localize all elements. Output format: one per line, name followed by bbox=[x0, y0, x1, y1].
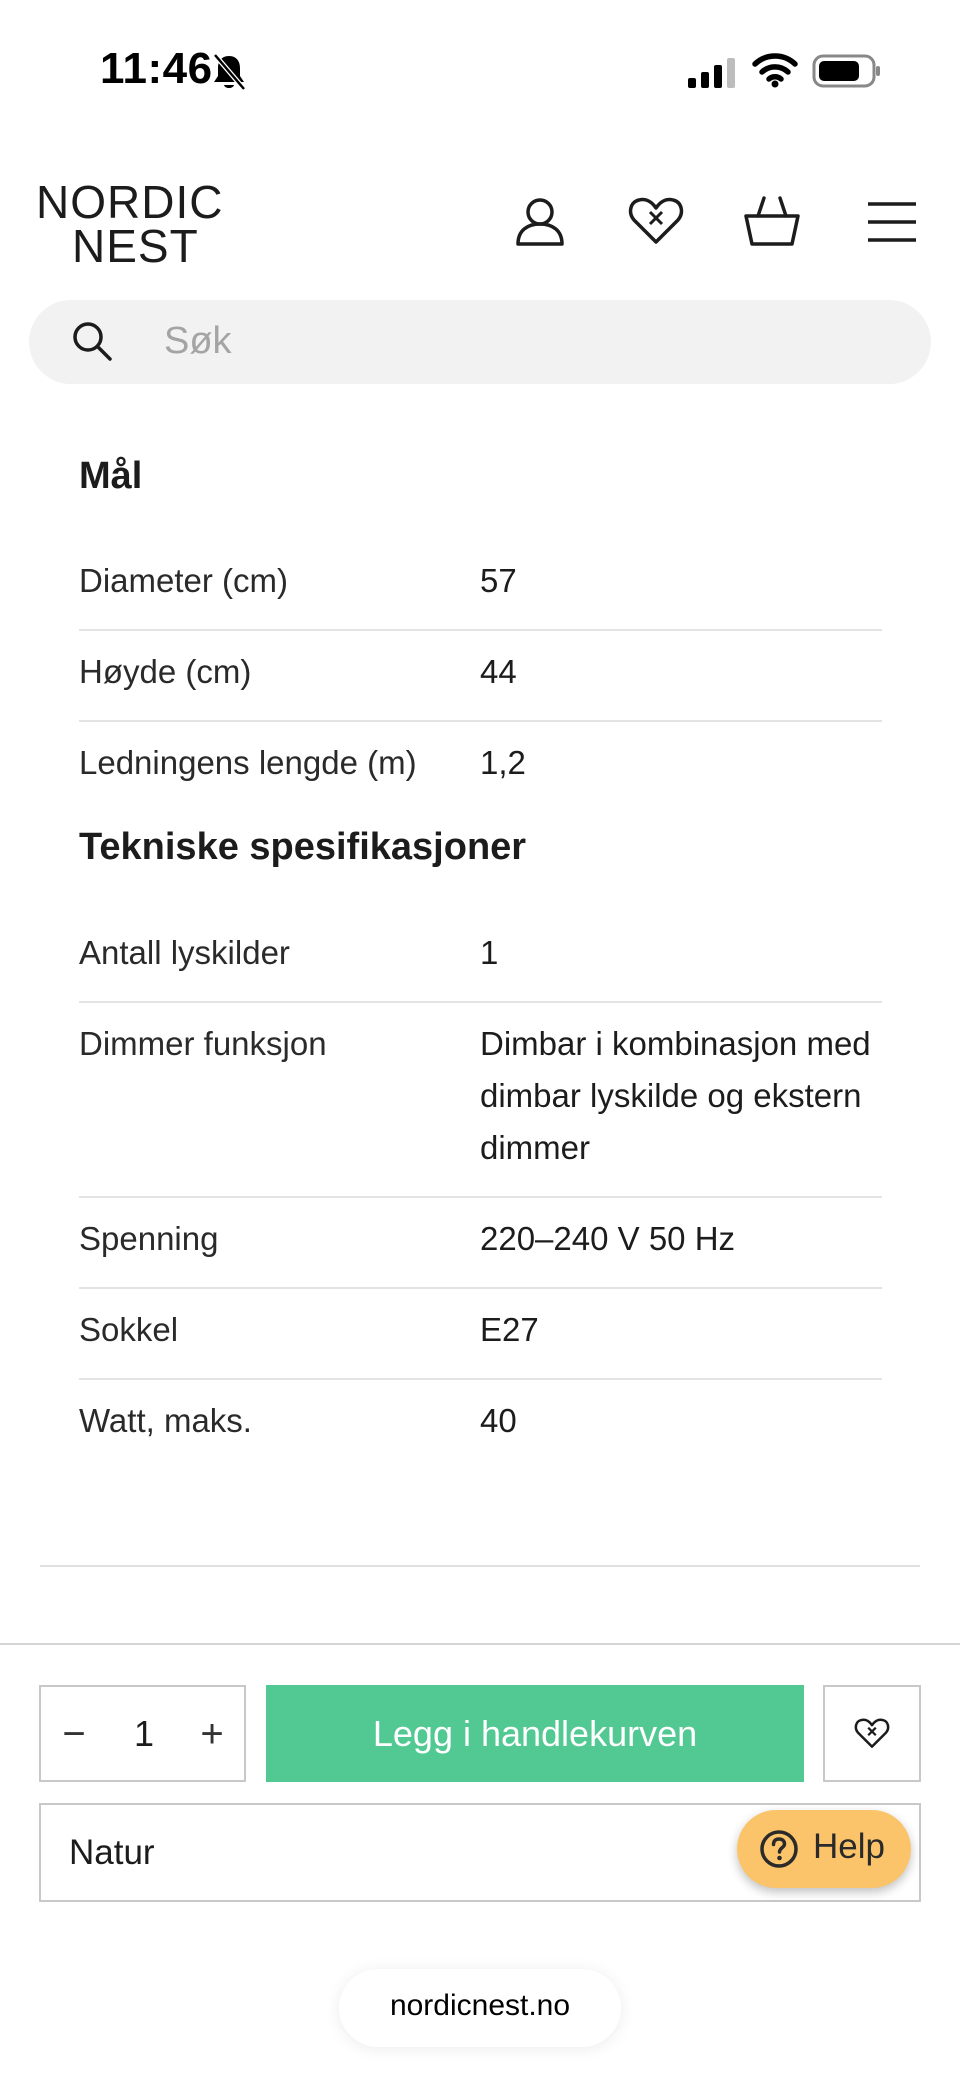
wishlist-heart-icon[interactable] bbox=[626, 192, 686, 252]
spec-key: Sokkel bbox=[79, 1311, 179, 1348]
spec-row bbox=[79, 722, 882, 811]
section-title-dimensions: Mål bbox=[79, 455, 143, 497]
battery-icon bbox=[812, 54, 882, 88]
spec-value: 1 bbox=[480, 934, 499, 971]
quantity-value[interactable]: 1 bbox=[133, 1713, 155, 1754]
menu-icon[interactable] bbox=[862, 192, 922, 252]
site-header bbox=[0, 170, 960, 280]
cellular-signal-icon bbox=[688, 58, 736, 88]
spec-row bbox=[79, 1289, 882, 1380]
spec-value: Dimbar i kombinasjon med dimbar lyskilde og ekstern dimmer bbox=[480, 1025, 871, 1166]
logo-line2: NEST bbox=[72, 220, 199, 272]
account-icon[interactable] bbox=[510, 192, 570, 252]
content-divider bbox=[40, 1565, 920, 1567]
wifi-icon bbox=[752, 52, 798, 88]
spec-value: 57 bbox=[480, 562, 517, 599]
section-title-technical-specs: Tekniske spesifikasjoner bbox=[79, 826, 527, 868]
spec-key: Høyde (cm) bbox=[79, 653, 252, 690]
variant-selected-value: Natur bbox=[69, 1833, 155, 1872]
add-to-cart-button[interactable]: Legg i handlekurven bbox=[266, 1685, 804, 1782]
spec-key: Dimmer funksjon bbox=[79, 1025, 327, 1062]
spec-row bbox=[79, 631, 882, 722]
spec-row bbox=[79, 540, 882, 631]
add-to-wishlist-button[interactable] bbox=[823, 1685, 921, 1782]
spec-value: 220–240 V 50 Hz bbox=[480, 1220, 736, 1257]
spec-key: Watt, maks. bbox=[79, 1402, 252, 1439]
spec-table-technical bbox=[79, 912, 882, 1469]
spec-value: 1,2 bbox=[480, 744, 526, 781]
search-input[interactable]: Søk bbox=[164, 320, 232, 362]
wishlist-heart-icon bbox=[852, 1715, 892, 1753]
browser-address-bar[interactable] bbox=[339, 1969, 621, 2047]
nordic-nest-logo[interactable] bbox=[36, 176, 236, 272]
spec-row bbox=[79, 912, 882, 1003]
spec-key: Diameter (cm) bbox=[79, 562, 289, 599]
status-time: 11:46 bbox=[100, 44, 213, 93]
spec-row bbox=[79, 1380, 882, 1469]
spec-row bbox=[79, 1003, 882, 1198]
quantity-stepper bbox=[39, 1685, 246, 1782]
question-circle-icon bbox=[759, 1829, 799, 1869]
help-label: Help bbox=[813, 1827, 885, 1866]
spec-key: Ledningens lengde (m) bbox=[79, 744, 417, 781]
spec-value: E27 bbox=[480, 1311, 539, 1348]
search-icon bbox=[69, 318, 115, 364]
spec-value: 44 bbox=[480, 653, 517, 690]
basket-icon[interactable] bbox=[742, 192, 802, 252]
logo-line1: NORDIC bbox=[36, 176, 224, 228]
spec-row bbox=[79, 1198, 882, 1289]
browser-url: nordicnest.no bbox=[389, 1989, 571, 2022]
spec-key: Spenning bbox=[79, 1220, 219, 1257]
quantity-decrease-button[interactable]: − bbox=[51, 1701, 97, 1767]
quantity-increase-button[interactable]: + bbox=[189, 1701, 235, 1767]
spec-value: 40 bbox=[480, 1402, 517, 1439]
search-bar[interactable] bbox=[29, 300, 931, 384]
status-bar bbox=[0, 0, 960, 140]
bell-slash-icon bbox=[210, 52, 248, 92]
help-button[interactable] bbox=[737, 1810, 911, 1888]
spec-table-dimensions bbox=[79, 540, 882, 811]
purchase-bar-divider bbox=[0, 1643, 960, 1645]
spec-key: Antall lyskilder bbox=[79, 934, 290, 971]
